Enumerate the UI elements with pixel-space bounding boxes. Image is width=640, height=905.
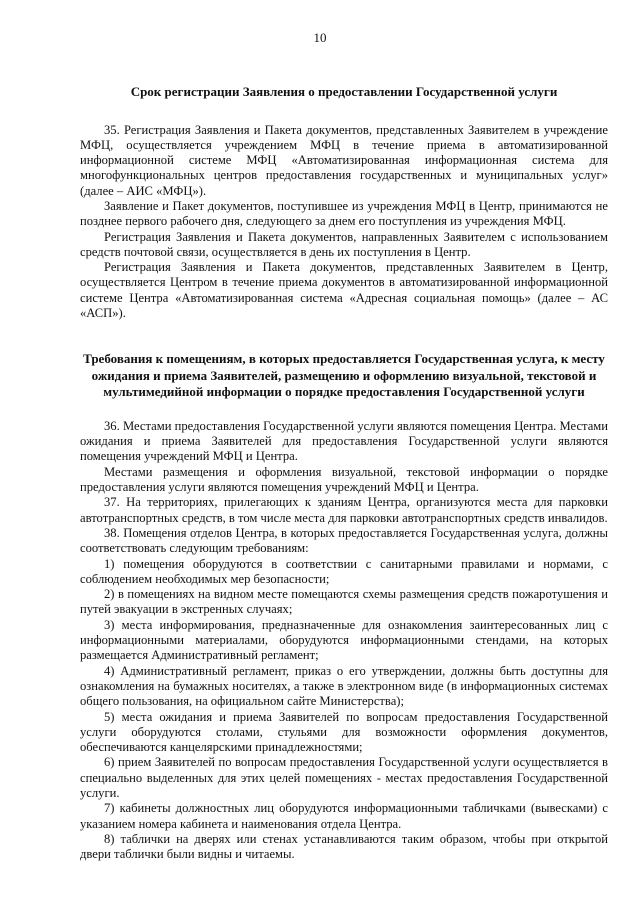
paragraph-38: 38. Помещения отделов Центра, в которых предоставляется Государственная услуга, должны соответствовать следующим требованиям: [80, 525, 608, 556]
paragraph-37: 37. На территориях, прилегающих к зданиям Центра, организуются места для парковки автотранспортных средств, в том числе места для парковки автотранспортных средств инвалидов. [80, 495, 608, 525]
section-heading-registration: Срок регистрации Заявления о предоставлении Государственной услуги [130, 84, 558, 99]
page-number: 10 [313, 30, 327, 45]
list-item-2: 2) в помещениях на видном месте помещаются схемы размещения средств пожаротушения и путей эвакуации в экстренных случаях; [80, 587, 608, 617]
list-item-7: 7) кабинеты должностных лиц оборудуются информационными табличками (вывесками) с указанием номера кабинета и наименования отдела Центра. [80, 801, 608, 831]
list-item-6: 6) прием Заявителей по вопросам предоставления Государственной услуги осуществляется в специально выделенных для этих целей помещениях - местах предоставления Государственной услуги. [80, 755, 608, 800]
list-item-4: 4) Административный регламент, приказ о его утверждении, должны быть доступны для ознакомления на бумажных носителях, а также в электронном виде (в информационных системах общего пользования, на официальном сайте Министерства); [80, 663, 608, 709]
list-item-5: 5) места ожидания и приема Заявителей по вопросам предоставления Государственной услуги оборудуются столами, стульями для возможности оформления документов, обеспечиваются канцелярскими принадлежностями; [80, 709, 608, 755]
paragraph: Заявление и Пакет документов, поступившее из учреждения МФЦ в Центр, принимаются не позднее первого рабочего дня, следующего за днем его поступления из учреждения МФЦ. [80, 198, 608, 229]
paragraph-35: 35. Регистрация Заявления и Пакета документов, представленных Заявителем в учреждение МФЦ, осуществляется учреждением МФЦ в течение приема в автоматизированной информационной системе МФЦ «Автоматизированная информационная система для многофункциональных центров предоставления государственных и муниципальных услуг» (далее – АИС «МФЦ»). [80, 122, 608, 198]
list-item-1: 1) помещения оборудуются в соответствии с санитарными правилами и нормами, с соблюдением необходимых мер безопасности; [80, 556, 608, 586]
paragraph: Регистрация Заявления и Пакета документов, представленных Заявителем в Центр, осуществляется Центром в течение приема документов в автоматизированной информационной системе Центра «Автоматизированная система «Адресная социальная помощь» (далее – АС «АСП»). [80, 260, 608, 321]
list-item-8: 8) таблички на дверях или стенах устанавливаются таким образом, чтобы при открытой двери таблички были видны и читаемы. [80, 831, 608, 862]
paragraph-36: 36. Местами предоставления Государственной услуги являются помещения Центра. Местами ожидания и приема Заявителей для предоставления Государственной услуги являются помещения учреждений МФЦ и Центра. [80, 418, 608, 464]
paragraph: Регистрация Заявления и Пакета документов, направленных Заявителем с использованием средств почтовой связи, осуществляется в день их поступления в Центр. [80, 229, 608, 259]
paragraph: Местами размещения и оформления визуальной, текстовой информации о порядке предоставления услуги являются помещения учреждений МФЦ и Центра. [80, 464, 608, 495]
section-heading-premises: Требования к помещениям, в которых предоставляется Государственная услуга, к месту ожидания и приема Заявителей, размещению и оформлению визуальной, текстовой и мультимедийной информации о порядке предоставления Государственной услуги [83, 351, 605, 400]
list-item-3: 3) места информирования, предназначенные для ознакомления заинтересованных лиц с информационными материалами, оборудуются информационными стендами, на которых размещается Административный регламент; [80, 617, 608, 663]
document-body [80, 84, 608, 862]
